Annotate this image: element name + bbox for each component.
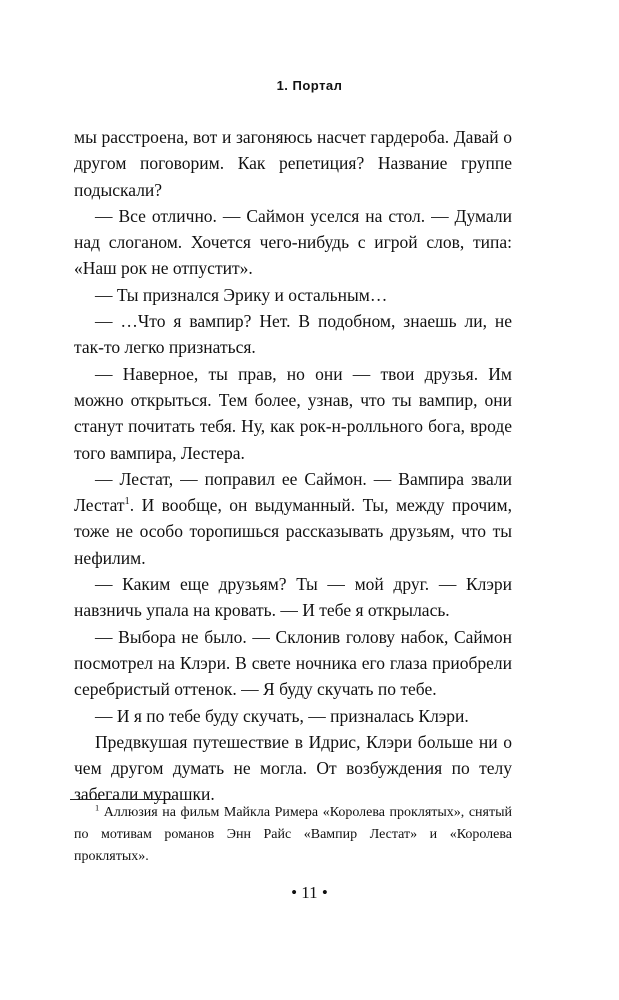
- paragraph: — Ты признался Эрику и остальным…: [95, 284, 388, 305]
- footnote-divider: [70, 799, 172, 800]
- paragraph: мы расстроена, вот и загоняюсь насчет гардероба. Давай о другом поговорим. Как репетиция? Название группе подыскали?: [74, 127, 512, 200]
- paragraph: — Наверное, ты прав, но они — твои друзья. Им можно открыться. Тем более, узнав, что ты вампир, они станут почитать тебя. Ну, как рок-н-ролльного бога, вроде того вампира, Лестера.: [74, 363, 512, 463]
- paragraph: — Выбора не было. — Склонив голову набок, Саймон посмотрел на Клэри. В свете ночника его глаза приобрели серебристый оттенок. — Я буду скучать по тебе.: [74, 626, 512, 700]
- footnote-marker: 1: [95, 803, 100, 813]
- paragraph-with-footnote: [74, 466, 512, 571]
- body-text: [74, 124, 512, 808]
- paragraph-text-after: . И вообще, он выдуманный. Ты, между прочим, тоже не особо торопишься рассказывать друзьям, что ты нефилим.: [74, 495, 512, 568]
- running-head: 1. Портал: [276, 78, 343, 93]
- paragraph: Предвкушая путешествие в Идрис, Клэри больше ни о чем другом думать не могла. От возбуждения по телу забегали мурашки.: [74, 731, 512, 805]
- footnote-text: Аллюзия на фильм Майкла Римера «Королева проклятых», снятый по мотивам романов Энн Райс «Вампир Лестат» и «Королева проклятых».: [74, 805, 512, 864]
- paragraph: — Каким еще друзьям? Ты — мой друг. — Клэри навзничь упала на кровать. — И тебе я открылась.: [74, 574, 512, 621]
- paragraph-text-before: — Лестат, — поправил ее Саймон. — Вампира звали Лестат: [74, 468, 512, 516]
- paragraph: — И я по тебе буду скучать, — призналась Клэри.: [95, 705, 469, 726]
- paragraph: — Все отлично. — Саймон уселся на стол. — Думали над слоганом. Хочется чего-нибудь с игрой слов, типа: «Наш рок не отпустит».: [74, 205, 512, 279]
- paragraph: — …Что я вампир? Нет. В подобном, знаешь ли, не так-то легко признаться.: [74, 311, 512, 358]
- footnote: [74, 802, 512, 868]
- footnote-reference[interactable]: 1: [124, 496, 130, 508]
- page-number: • 11 •: [291, 883, 328, 902]
